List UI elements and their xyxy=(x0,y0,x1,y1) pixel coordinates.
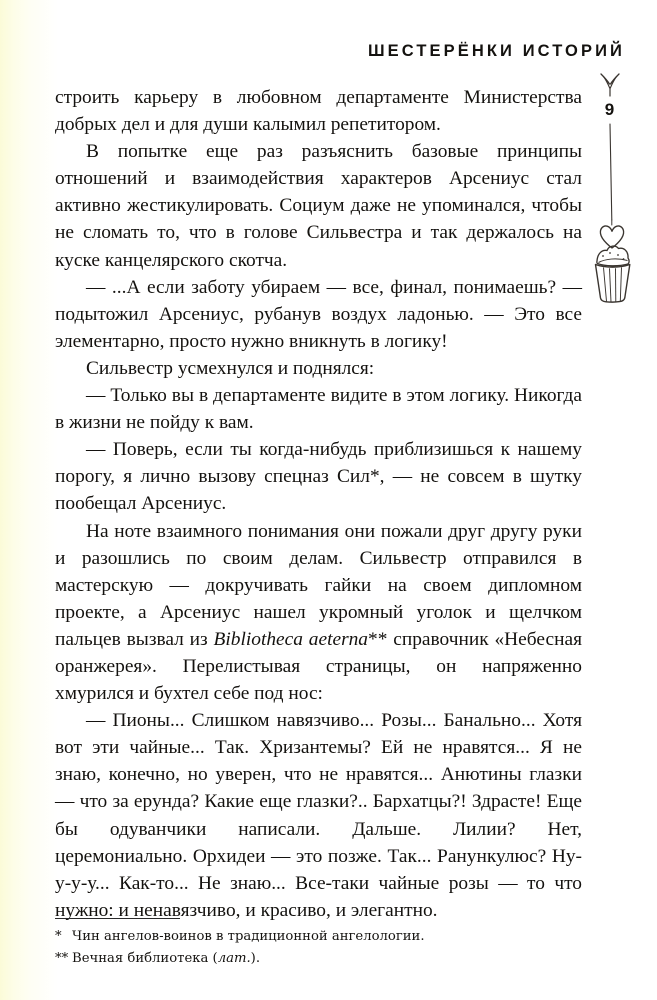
page-number: 9 xyxy=(604,100,615,119)
footnote-text: Чин ангелов-воинов в традиционной ангелологии. xyxy=(72,929,425,944)
footnote-item xyxy=(55,948,575,970)
footnote-text: Вечная библиотека (лат.). xyxy=(72,951,261,966)
body-text-block xyxy=(55,84,582,924)
paragraph: — Пионы... Слишком навязчиво... Розы... Банально... Хотя вот эти чайные... Так. Хризантемы? Ей не нравятся... Я не знаю, конечно, но уверен, что не нравятся... Анютины глазки — что за ерунда? Какие еще глазки?.. Бархатцы?! Здрасте! Еще бы одуванчики написали. Дальше. Лилии? Нет, церемониально. Орхидеи — это позже. Так... Ранункулюс? Ну-у-у-у... Как-то... Не знаю... Все-таки чайные розы — то что нужно: и ненавязчиво, и красиво, и элегантно. xyxy=(55,710,582,921)
paragraph: Сильвестр усмехнулся и поднялся: xyxy=(86,357,375,379)
footnote-item xyxy=(55,926,575,948)
paragraph: строить карьеру в любовном департаменте Министерства добрых дел и для души калымил репетитором. xyxy=(55,87,582,136)
footnote-separator-rule xyxy=(55,918,180,919)
paragraph: В попытке еще раз разъяснить базовые принципы отношений и взаимодействия характеров Арсениус стал активно жестикулировать. Социум даже не упоминался, чтобы не сломать то, что в голове Сильвестра и так держалось на куске канцелярского скотча. xyxy=(55,141,582,271)
page-number-ornament xyxy=(588,72,650,304)
running-header: ШЕСТЕРЁНКИ ИСТОРИЙ xyxy=(367,42,625,60)
paragraph: На ноте взаимного понимания они пожали друг другу руки и разошлись по своим делам. Сильвестр отправился в мастерскую — докручивать гайки на своем дипломном проекте, а Арсениус нашел укромный уголок и щелчком пальцев вызвал из Bibliotheca aeterna** справочник «Небесная оранжерея». Перелистывая страницы, он напряженно хмурился и бухтел себе под нос: xyxy=(55,520,582,705)
paragraph: — Только вы в департаменте видите в этом логику. Никогда в жизни не пойду к вам. xyxy=(55,385,582,434)
footnotes-block xyxy=(55,918,575,970)
paragraph: — Поверь, если ты когда-нибудь приблизишься к нашему порогу, я лично вызову спецназ Сил*, — не совсем в шутку пообещал Арсениус. xyxy=(55,439,582,515)
paragraph: — ...А если заботу убираем — все, финал, понимаешь? — подытожил Арсениус, рубанув воздух ладонью. — Это все элементарно, просто нужно вникнуть в логику! xyxy=(55,276,582,352)
footnote-marker: * xyxy=(55,929,62,944)
footnote-marker: ** xyxy=(55,951,69,966)
